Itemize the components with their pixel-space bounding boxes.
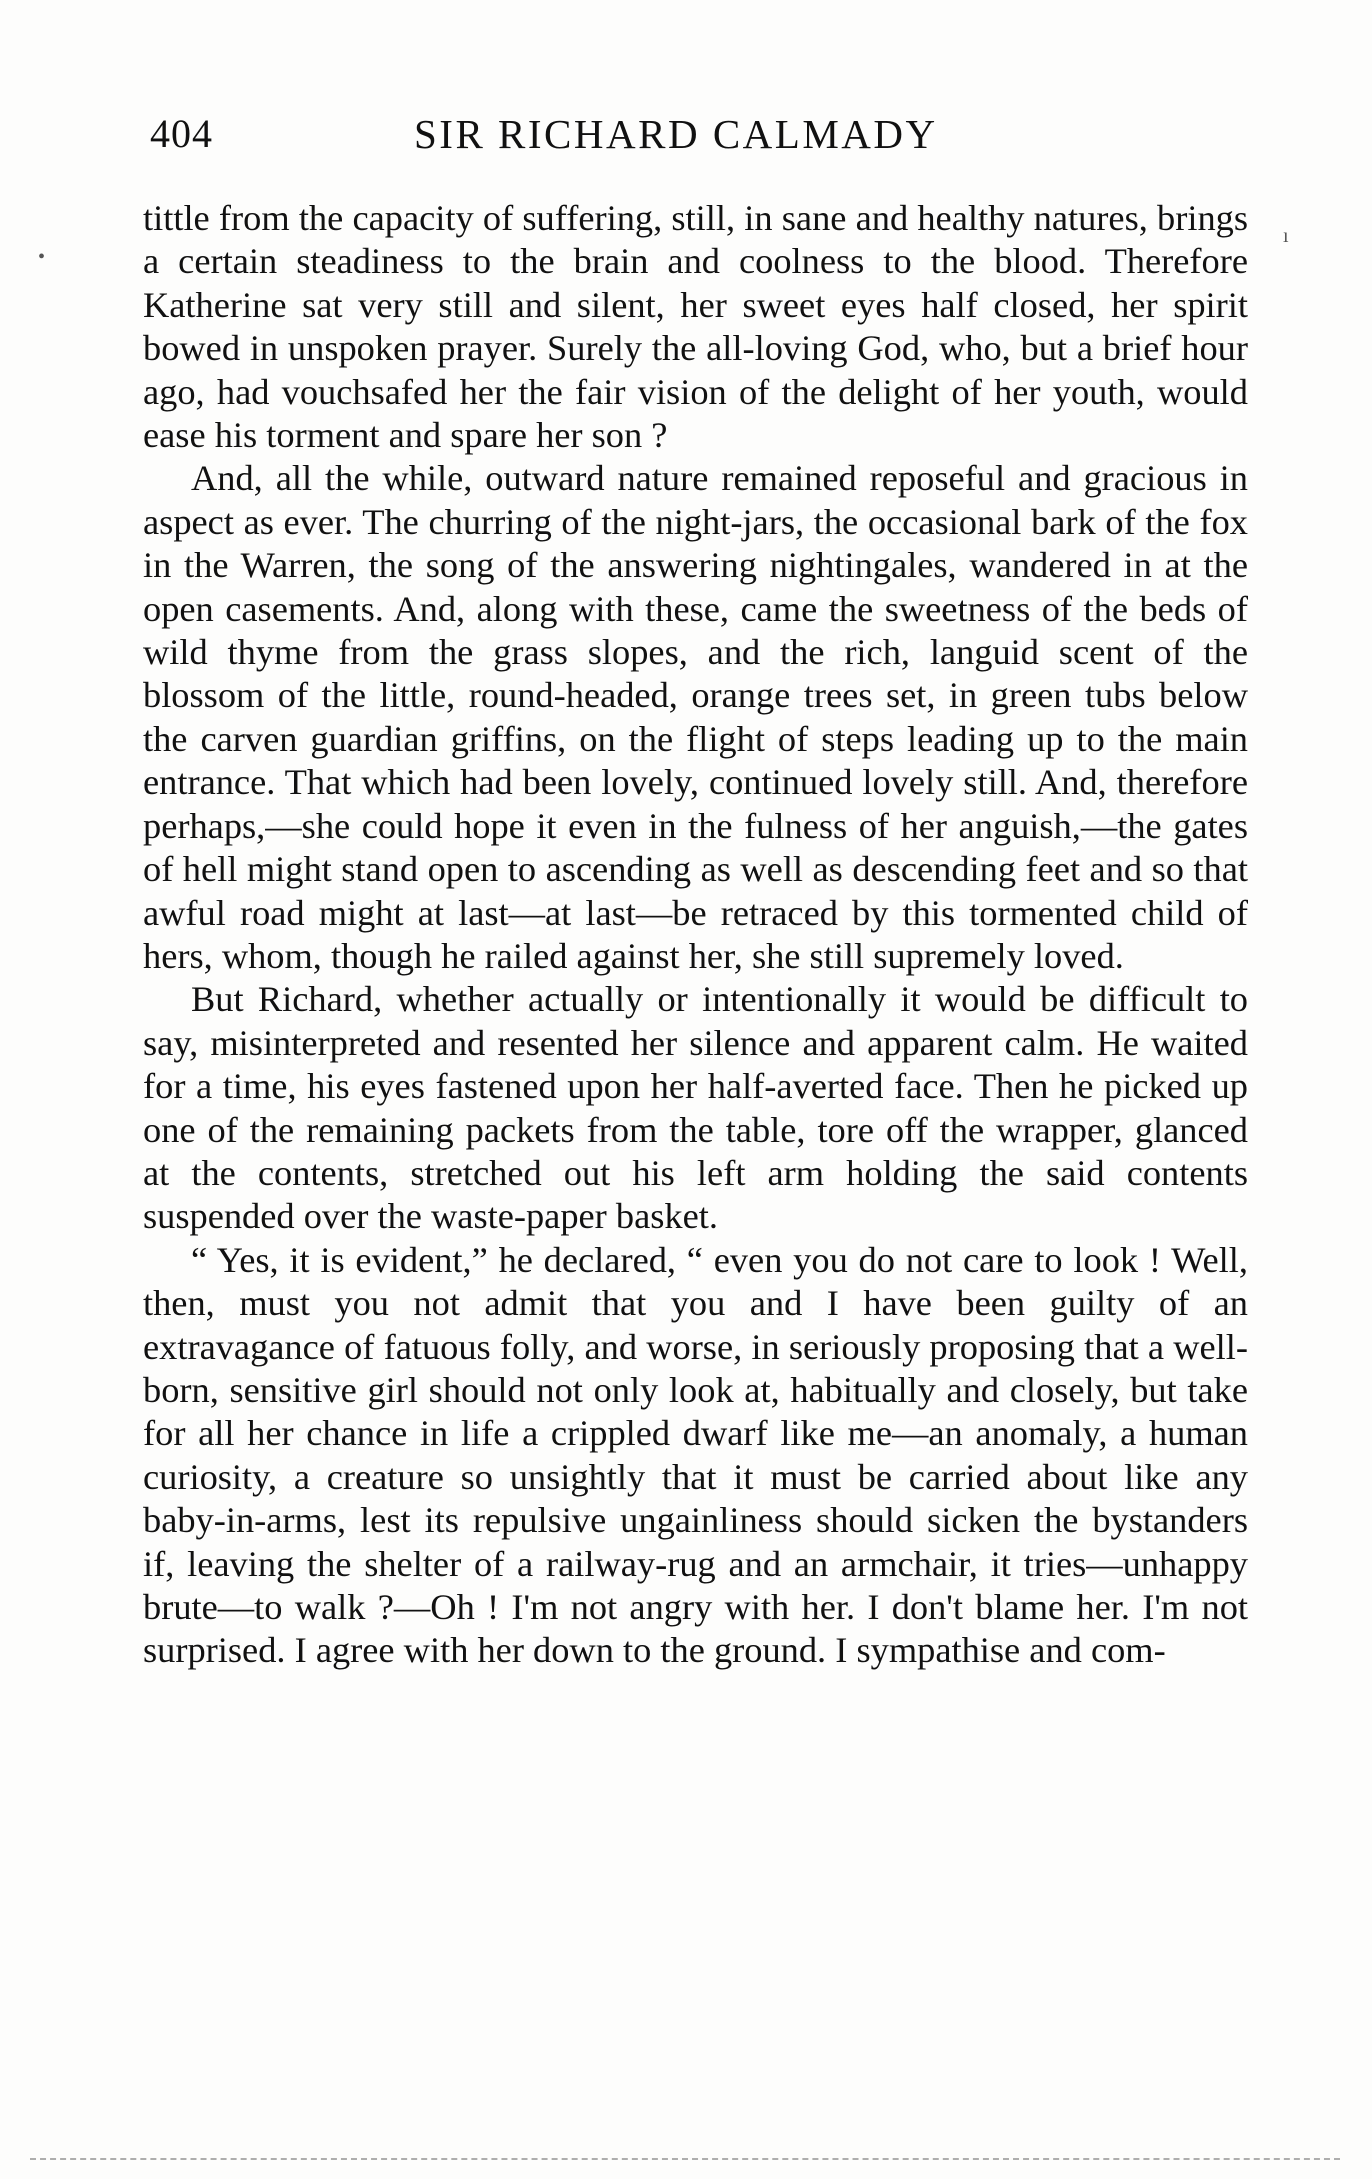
margin-speck-right: ı xyxy=(1283,225,1289,247)
margin-speck-left: • xyxy=(38,246,46,268)
running-head xyxy=(150,110,1240,170)
book-title: SIR RICHARD CALMADY xyxy=(414,111,938,157)
paragraph: And, all the while, outward nature remained reposeful and gracious in aspect as ever. The churring of the night-jars, the occasional bark of the fox in the Warren, the song of the answering nightingales, wandered in at the open casements. And, along with these, came the sweetness of the beds of wild thyme from the grass slopes, and the rich, languid scent of the blossom of the little, round-headed, orange trees set, in green tubs below the carven guardian griffins, on the flight of steps leading up to the main entrance. That which had been lovely, continued lovely still. And, therefore perhaps,—she could hope it even in the fulness of her anguish,—the gates of hell might stand open to ascending as well as descending feet and so that awful road might at last—at last—be retraced by this tormented child of hers, whom, though he railed against her, she still supremely loved. xyxy=(143,458,1248,976)
paragraph: “ Yes, it is evident,” he declared, “ even you do not care to look ! Well, then, must you not admit that you and I have been guilty of an extravagance of fatuous folly, and worse, in seriously proposing that a well-born, sensitive girl should not only look at, habitually and closely, but take for all her chance in life a crippled dwarf like me—an anomaly, a human curiosity, a creature so unsightly that it must be carried about like any baby-in-arms, lest its repulsive ungainliness should sicken the bystanders if, leaving the shelter of a railway-rug and an armchair, it tries—unhappy brute—to walk ?—Oh ! I'm not angry with her. I don't blame her. I'm not surprised. I agree with her down to the ground. I sympathise and com- xyxy=(143,1239,1248,1671)
bottom-edge-rule xyxy=(30,2158,1340,2160)
page-number: 404 xyxy=(150,111,213,156)
paragraph: But Richard, whether actually or intentionally it would be difficult to say, misinterpreted and resented her silence and apparent calm. He waited for a time, his eyes fastened upon her half-averted face. Then he picked up one of the remaining packets from the table, tore off the wrapper, glanced at the contents, stretched out his left arm holding the said contents suspended over the waste-paper basket. xyxy=(143,979,1248,1237)
paragraph-continued: tittle from the capacity of suffering, still, in sane and healthy natures, brings a certain steadiness to the brain and coolness to the blood. Therefore Katherine sat very still and silent, her sweet eyes half closed, her spirit bowed in unspoken prayer. Surely the all-loving God, who, but a brief hour ago, had vouchsafed her the fair vision of the delight of her youth, would ease his torment and spare her son ? xyxy=(143,198,1248,456)
body-text xyxy=(143,197,1248,1673)
